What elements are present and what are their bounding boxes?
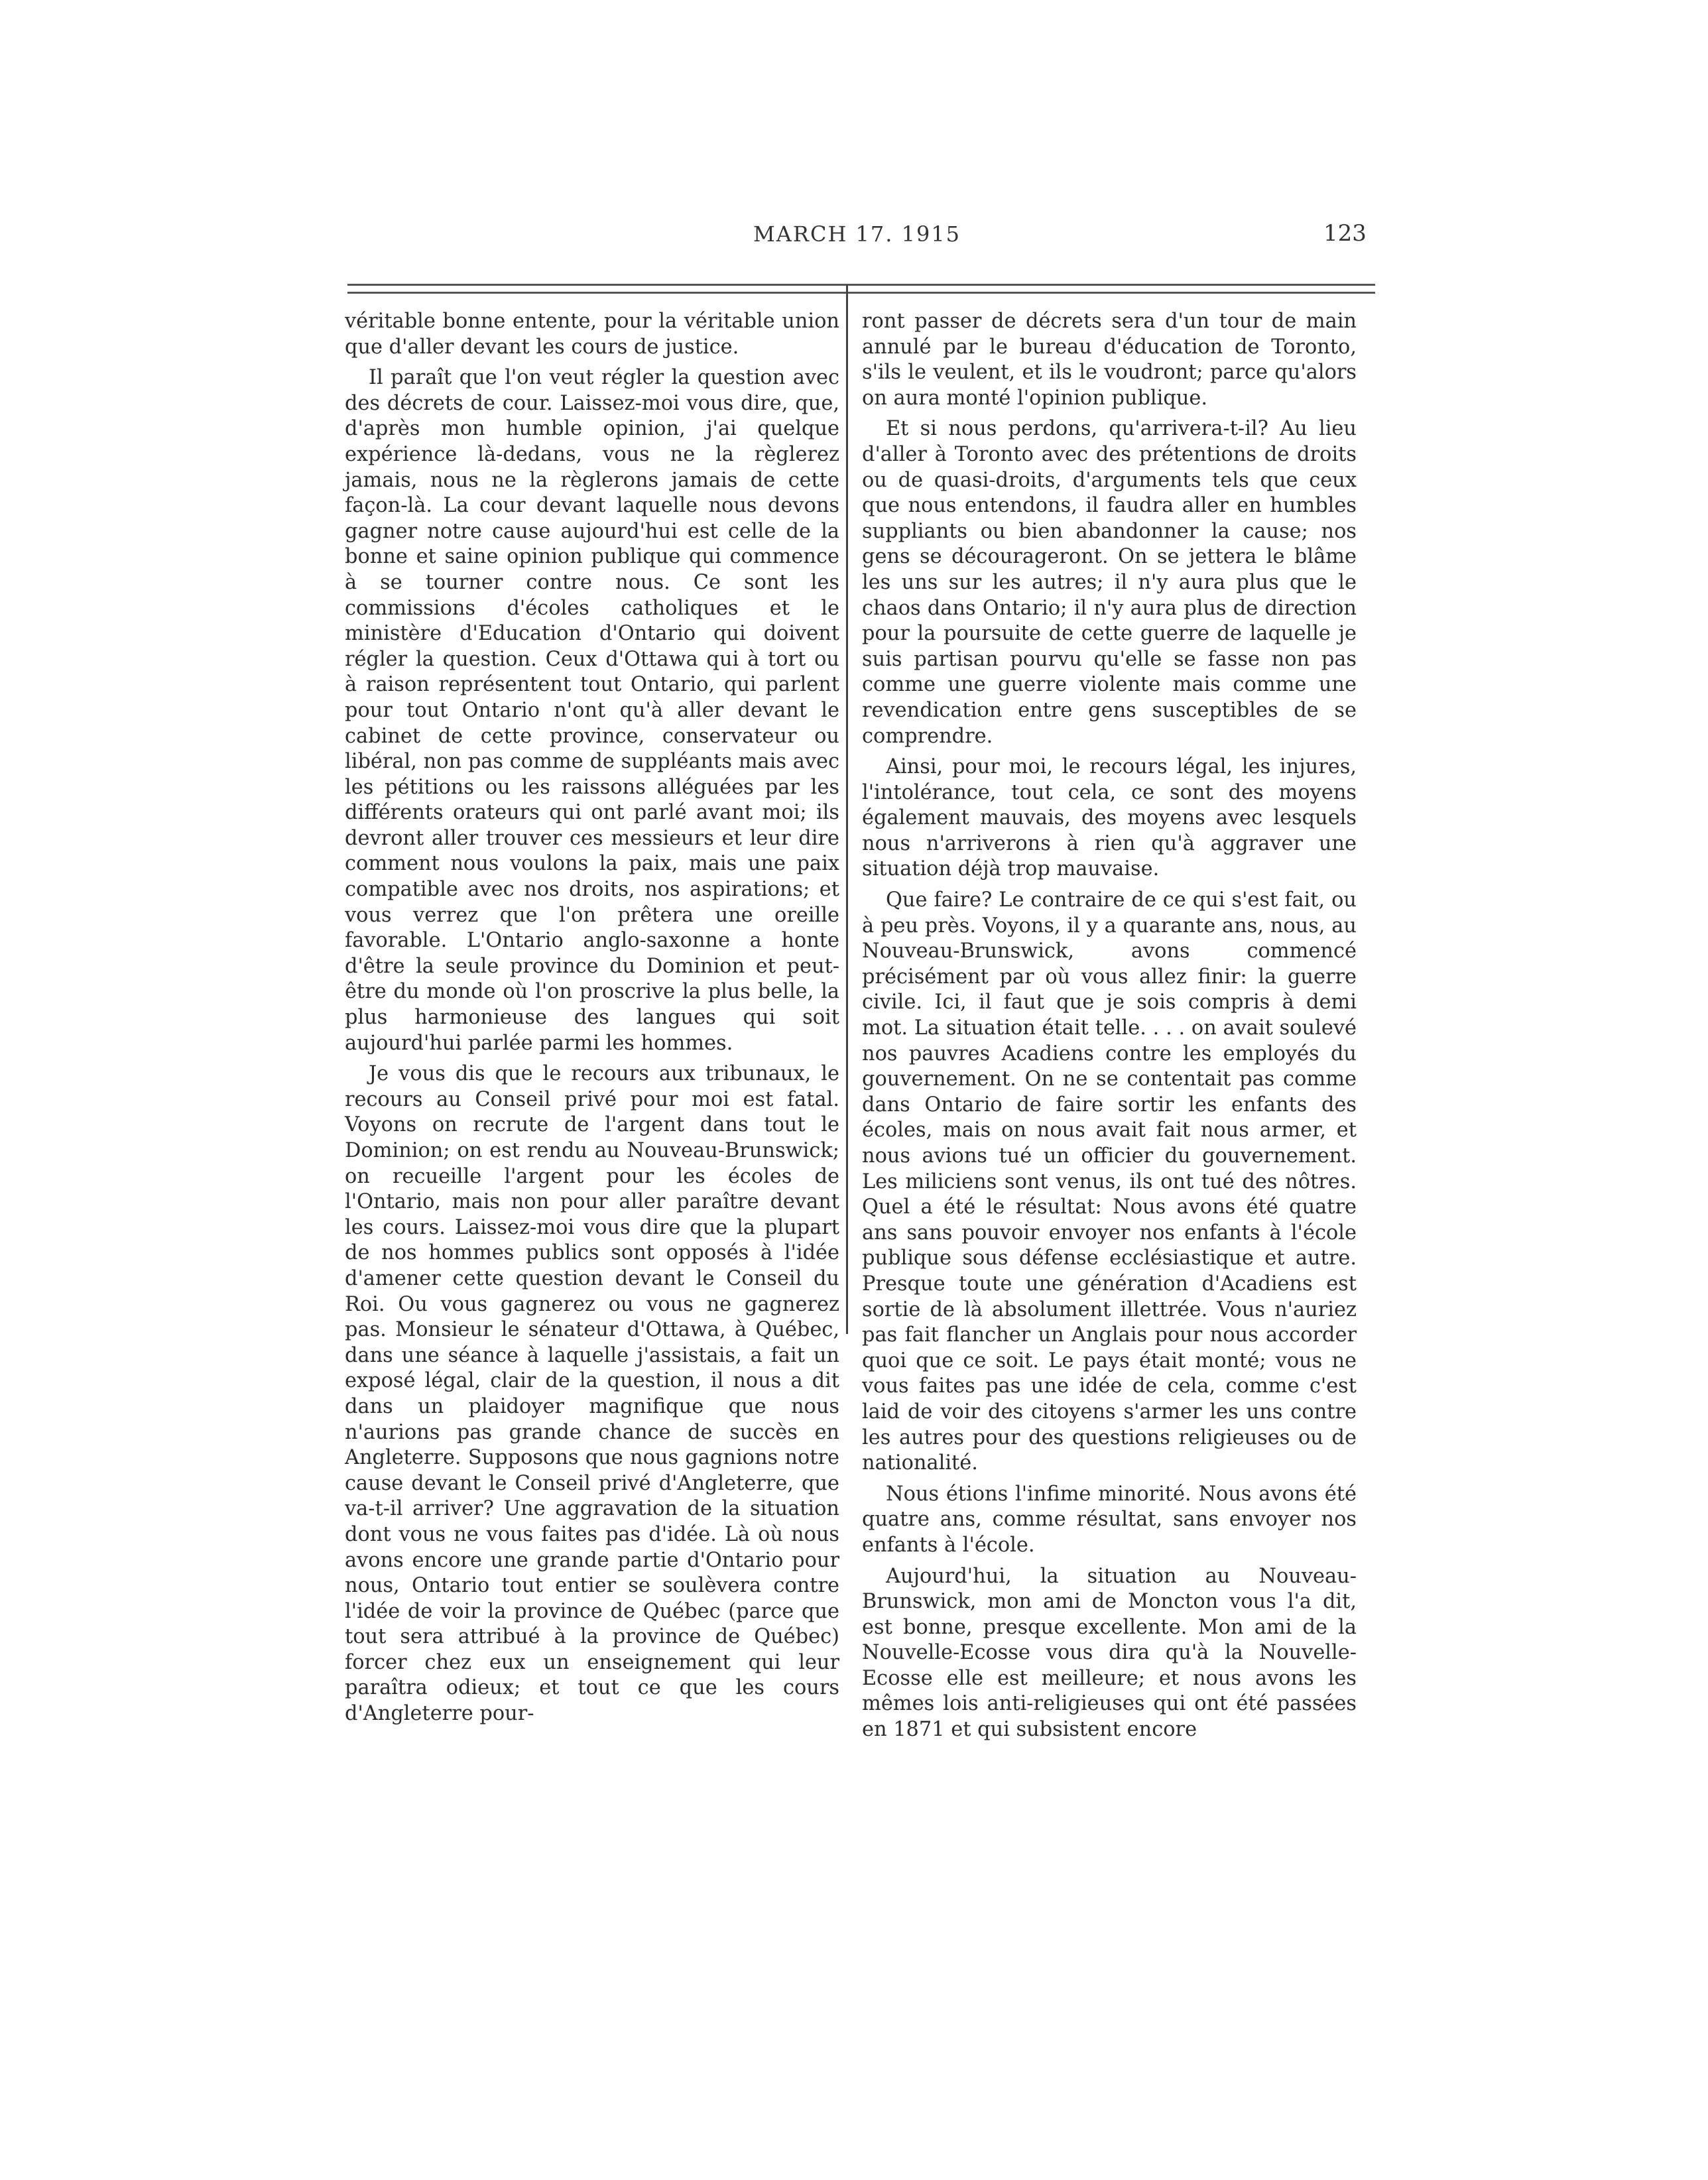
paragraph: ront passer de décrets sera d'un tour de main annulé par le bureau d'éducation de Toronto, s'ils le veulent, et ils le voudront; parce qu'alors on aura monté l'opinion publique. — [862, 310, 1357, 410]
paragraph: Nous étions l'infime minorité. Nous avons été quatre ans, comme résultat, sans envoyer nos enfants à l'école. — [862, 1482, 1357, 1557]
header-rule-top — [347, 284, 1375, 286]
right-column — [862, 309, 1357, 1748]
paragraph: Que faire? Le contraire de ce qui s'est fait, ou à peu près. Voyons, il y a quarante ans, nous, au Nouveau-Brunswick, avons commencé précisément par où vous allez finir: la guerre civile. Ici, il faut que je sois compris à demi mot. La situation était telle. . . . on avait soulevé nos pauvres Acadiens contre les employés du gouvernement. On ne se contentait pas comme dans Ontario de faire sortir les enfants des écoles, mais on nous avait fait nous armer, et nous avions tué un officier du gouvernement. Les miliciens sont venus, ils ont tué des nôtres. Quel a été le résultat: Nous avons été quatre ans sans pouvoir envoyer nos enfants à l'école publique sous défense ecclésiastique et autre. Presque toute une génération d'Acadiens est sortie de là absolument illettrée. Vous n'auriez pas fait flancher un Anglais pour nous accorder quoi que ce soit. Le pays était monté; vous ne vous faites pas une idée de cela, comme c'est laid de voir des citoyens s'armer les uns contre les autres pour des questions religieuses ou de nationalité. — [862, 888, 1357, 1475]
paragraph: Aujourd'hui, la situation au Nouveau-Brunswick, mon ami de Moncton vous l'a dit, est bonne, presque excellente. Mon ami de la Nouvelle-Ecosse vous dira qu'à la Nouvelle-Ecosse elle est meilleure; et nous avons les mêmes lois anti-religieuses qui ont été passées en 1871 et qui subsistent encore — [862, 1564, 1357, 1742]
page-number: 123 — [1323, 220, 1367, 247]
paragraph: Il paraît que l'on veut régler la question avec des décrets de cour. Laissez-moi vous dire, que, d'après mon humble opinion, j'ai quelque expérience là-dedans, vous ne la règlerez jamais, nous ne la règlerons jamais de cette façon-là. La cour devant laquelle nous devons gagner notre cause aujourd'hui est celle de la bonne et saine opinion publique qui commence à se tourner contre nous. Ce sont les commissions d'écoles catholiques et le ministère d'Education d'Ontario qui doivent régler la question. Ceux d'Ottawa qui à tort ou à raison représentent tout Ontario, qui parlent pour tout Ontario n'ont qu'à aller devant le cabinet de cette province, conservateur ou libéral, non pas comme de suppléants mais avec les pétitions ou les raissons alléguées par les différents orateurs qui ont parlé avant moi; ils devront aller trouver ces messieurs et leur dire comment nous voulons la paix, mais une paix compatible avec nos droits, nos aspirations; et vous verrez que l'on prêtera une oreille favorable. L'Ontario anglo-saxonne a honte d'être la seule province du Dominion et peut-être du monde où l'on proscrive la plus belle, la plus harmonieuse des langues qui soit aujourd'hui parlée parmi les hommes. — [345, 366, 839, 1055]
paragraph: Je vous dis que le recours aux tribunaux, le recours au Conseil privé pour moi est fatal. Voyons on recrute de l'argent dans tout le Dominion; on est rendu au Nouveau-Brunswick; on recueille l'argent pour les écoles de l'Ontario, mais non pour aller paraître devant les cours. Laissez-moi vous dire que la plupart de nos hommes publics sont opposés à l'idée d'amener cette question devant le Conseil du Roi. Ou vous gagnerez ou vous ne gagnerez pas. Monsieur le sénateur d'Ottawa, à Québec, dans une séance à laquelle j'assistais, a fait un exposé légal, clair de la question, il nous a dit dans un plaidoyer magnifique que nous n'aurions pas grande chance de succès en Angleterre. Supposons que nous gagnions notre cause devant le Conseil privé d'Angleterre, que va-t-il arriver? Une aggravation de la situation dont vous ne vous faites pas d'idée. Là où nous avons encore une grande partie d'Ontario pour nous, Ontario tout entier se soulèvera contre l'idée de voir la province de Québec (parce que tout sera attribué à la province de Québec) forcer chez eux un enseignement qui leur paraîtra odieux; et tout ce que les cours d'Angleterre pour- — [345, 1062, 839, 1726]
column-divider — [846, 285, 848, 1334]
paragraph: Ainsi, pour moi, le recours légal, les injures, l'intolérance, tout cela, ce sont des moyens également mauvais, des moyens avec lesquels nous n'arriverons à rien qu'à aggraver une situation déjà trop mauvaise. — [862, 755, 1357, 881]
paragraph: véritable bonne entente, pour la véritable union que d'aller devant les cours de justice. — [345, 310, 839, 359]
left-column — [345, 309, 839, 1732]
paragraph: Et si nous perdons, qu'arrivera-t-il? Au lieu d'aller à Toronto avec des prétentions de droits ou de quasi-droits, d'arguments tels que ceux que nous entendons, il faudra aller en humbles suppliants ou bien abandonner la cause; nos gens se décourageront. On se jettera le blâme les uns sur les autres; il n'y aura plus que le chaos dans Ontario; il n'y aura plus de direction pour la poursuite de cette guerre de laquelle je suis partisan pourvu qu'elle se fasse non pas comme une guerre violente mais comme une revendication entre gens susceptibles de se comprendre. — [862, 417, 1357, 748]
header-rule-bottom — [347, 292, 1375, 294]
running-head: MARCH 17. 1915 — [753, 221, 961, 247]
